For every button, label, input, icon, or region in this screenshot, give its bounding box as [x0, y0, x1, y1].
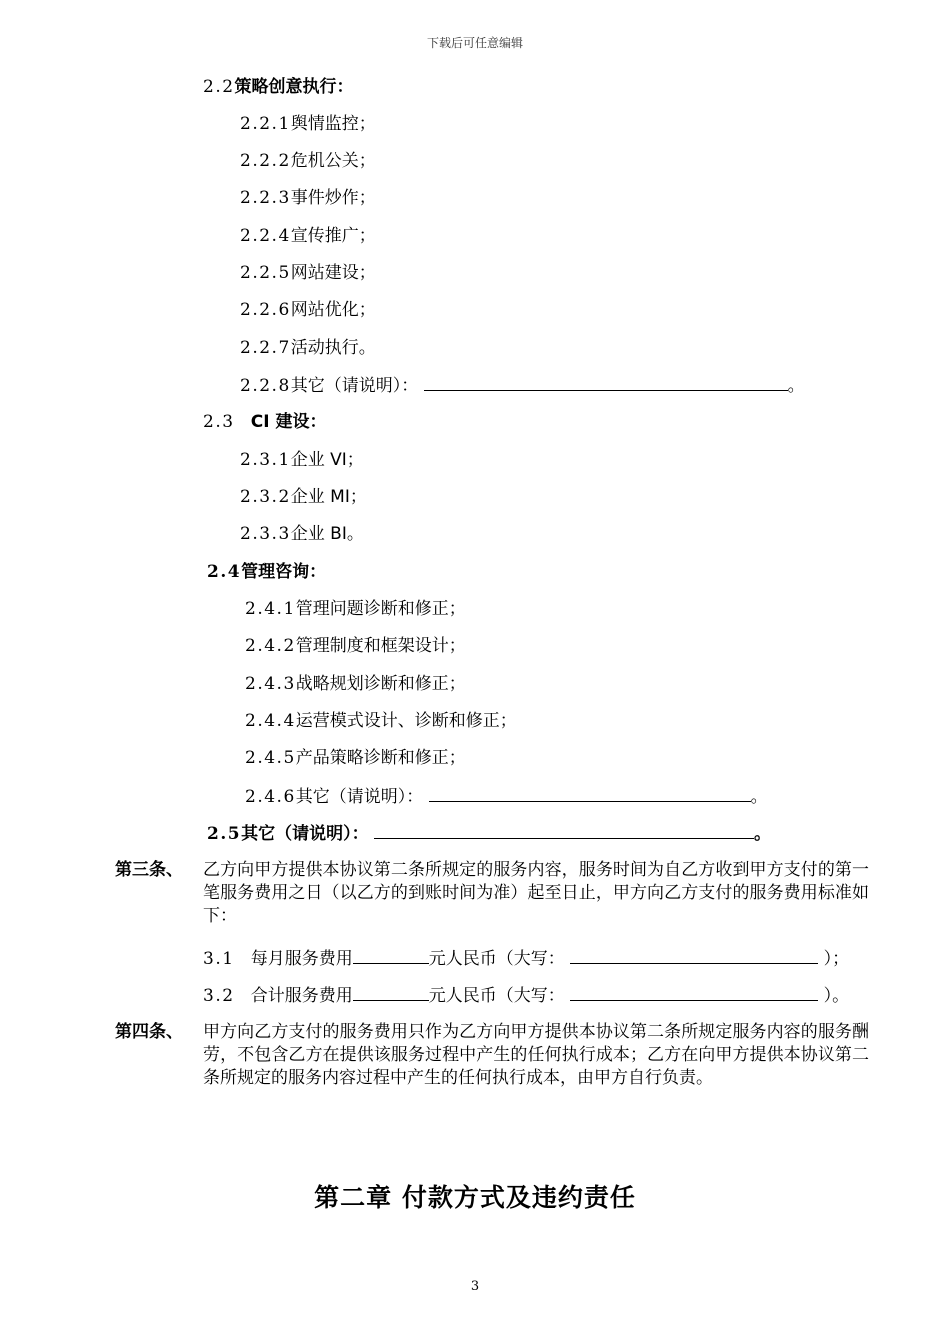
list-item: 2.2.3事件炒作； — [240, 188, 376, 208]
section-2-2-heading: 2.2策略创意执行： — [203, 77, 354, 97]
list-item: 2.2.6网站优化； — [240, 300, 376, 320]
section-2-4-heading: 2.4管理咨询： — [207, 562, 327, 582]
list-item: 2.2.4宣传推广； — [240, 226, 376, 246]
amount-words-blank[interactable] — [570, 984, 818, 1001]
list-item: 2.3.1企业 VI； — [240, 450, 364, 470]
fill-in-blank[interactable] — [424, 374, 788, 391]
article-3-label: 第三条、 — [115, 860, 183, 880]
list-item: 2.3.2企业 MI； — [240, 487, 367, 507]
list-item: 2.4.2管理制度和框架设计； — [245, 636, 466, 656]
list-item: 2.2.8其它（请说明）： 。 — [240, 376, 805, 396]
page-number: 3 — [470, 1279, 480, 1294]
article-4-label: 第四条、 — [115, 1022, 183, 1042]
list-item: 2.2.2危机公关； — [240, 151, 376, 171]
list-item: 2.4.3战略规划诊断和修正； — [245, 674, 466, 694]
fee-line-monthly: 3.1 每月服务费用 元人民币（大写： ）； — [203, 949, 850, 969]
fill-in-blank[interactable] — [429, 785, 751, 802]
list-item: 2.2.1舆情监控； — [240, 114, 376, 134]
list-item: 2.3.3企业 BI。 — [240, 524, 364, 544]
list-item: 2.4.5产品策略诊断和修正； — [245, 748, 466, 768]
section-2-3-heading: 2.3 CI 建设： — [203, 412, 327, 432]
list-item: 2.4.1管理问题诊断和修正； — [245, 599, 466, 619]
article-3-body: 乙方向甲方提供本协议第二条所规定的服务内容，服务时间为自乙方收到甲方支付的第一笔服务费用之日（以乙方的到账时间为准）起至日止，甲方向乙方支付的服务费用标准如下： — [203, 860, 869, 926]
page-header: 下载后可任意编辑 — [426, 36, 523, 50]
amount-blank[interactable] — [353, 947, 429, 964]
chapter-title: 第二章 付款方式及违约责任 — [314, 1183, 636, 1212]
list-item: 2.4.6其它（请说明）： 。 — [245, 787, 768, 807]
section-2-5-heading: 2.5其它（请说明）： 。 — [207, 824, 771, 844]
amount-blank[interactable] — [353, 984, 429, 1001]
list-item: 2.4.4运营模式设计、诊断和修正； — [245, 711, 517, 731]
fee-line-total: 3.2 合计服务费用 元人民币（大写： ）。 — [203, 986, 850, 1006]
list-item: 2.2.5网站建设； — [240, 263, 376, 283]
fill-in-blank[interactable] — [374, 822, 754, 839]
list-item: 2.2.7活动执行。 — [240, 338, 376, 358]
article-4-body: 甲方向乙方支付的服务费用只作为乙方向甲方提供本协议第二条所规定服务内容的服务酬劳，不包含乙方在提供该服务过程中产生的任何执行成本；乙方在向甲方提供本协议第二条所规定的服务内容过程中产生的任何执行成本，由甲方自行负责。 — [203, 1022, 869, 1088]
amount-words-blank[interactable] — [570, 947, 818, 964]
